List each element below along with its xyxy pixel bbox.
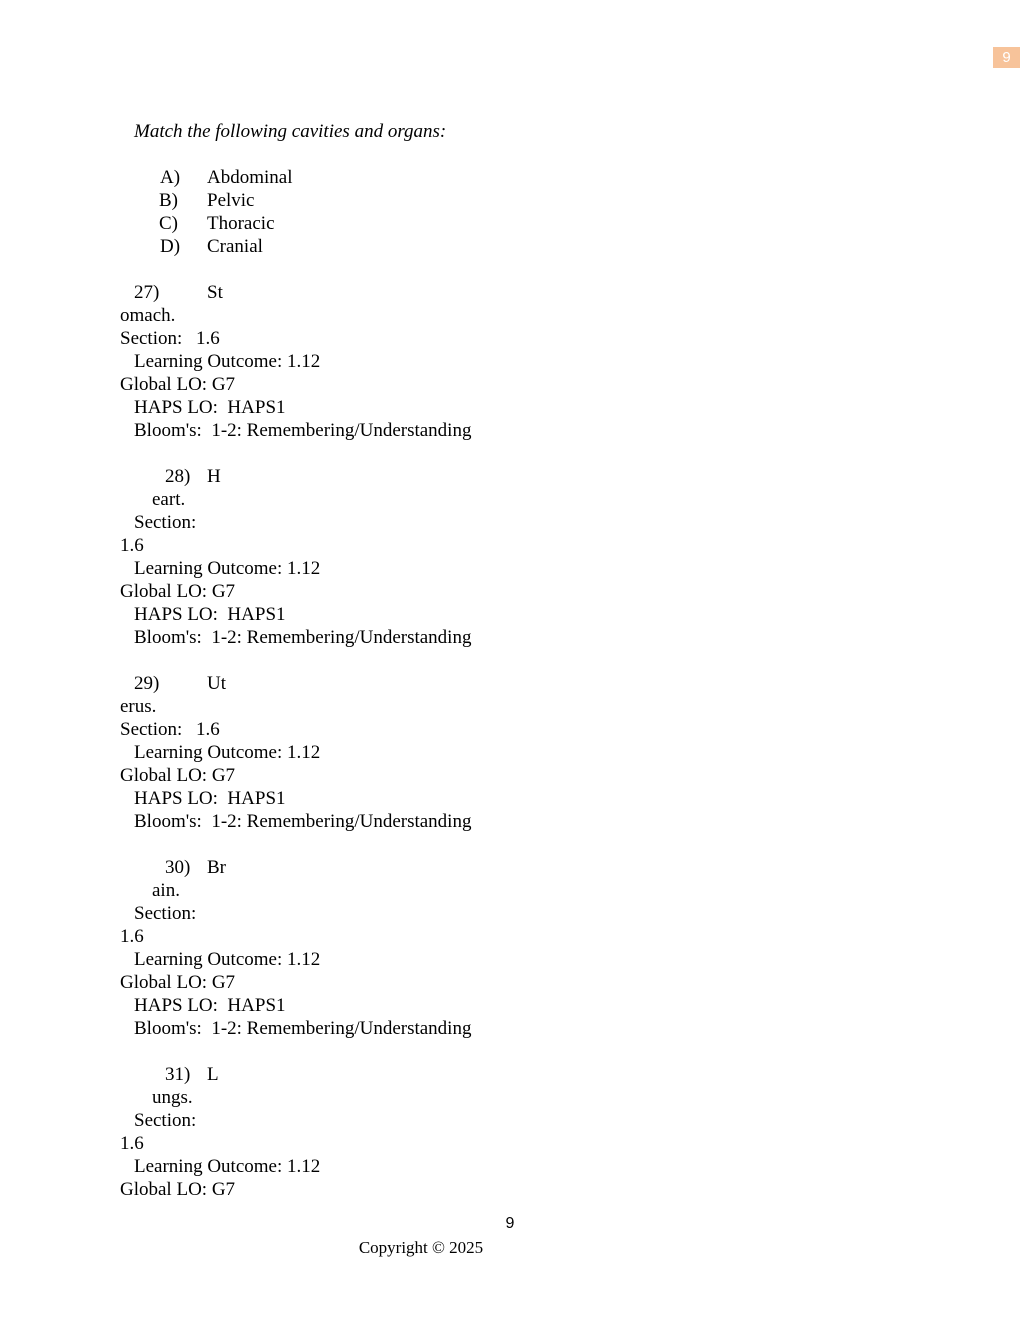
section-value: 1.6 — [120, 1133, 144, 1154]
learning-outcome: Learning Outcome: 1.12 — [134, 558, 321, 579]
option-letter: B) — [159, 190, 178, 211]
learning-outcome: Learning Outcome: 1.12 — [134, 351, 321, 372]
option-letter: D) — [160, 236, 181, 257]
instruction-text: Match the following cavities and organs: — [134, 121, 447, 142]
copyright-notice: Copyright © 2025 — [358, 1238, 484, 1257]
haps-lo: HAPS LO: HAPS1 — [134, 788, 286, 809]
question-word-start: H — [207, 466, 221, 487]
question-word-rest: ain. — [152, 880, 180, 901]
learning-outcome: Learning Outcome: 1.12 — [134, 742, 321, 763]
haps-lo: HAPS LO: HAPS1 — [134, 604, 286, 625]
global-lo: Global LO: G7 — [120, 1179, 236, 1200]
question-number: 29) — [134, 673, 160, 694]
global-lo: Global LO: G7 — [120, 581, 236, 602]
blooms-level: Bloom's: 1-2: Remembering/Understanding — [134, 811, 472, 832]
haps-lo: HAPS LO: HAPS1 — [134, 397, 286, 418]
question-word-start: Ut — [207, 673, 226, 694]
question-word-start: Br — [207, 857, 226, 878]
section-value: 1.6 — [120, 535, 144, 556]
option-text: Thoracic — [207, 213, 275, 234]
question-word-start: St — [207, 282, 223, 303]
global-lo: Global LO: G7 — [120, 765, 236, 786]
question-number: 28) — [165, 466, 191, 487]
option-letter: A) — [160, 167, 181, 188]
blooms-level: Bloom's: 1-2: Remembering/Understanding — [134, 627, 472, 648]
question-word-rest: eart. — [152, 489, 186, 510]
section-value: 1.6 — [120, 926, 144, 947]
blooms-level: Bloom's: 1-2: Remembering/Understanding — [134, 420, 472, 441]
question-word-start: L — [207, 1064, 219, 1085]
section-value: 1.6 — [196, 328, 220, 349]
page-number: 9 — [505, 1215, 515, 1232]
section-value: 1.6 — [196, 719, 220, 740]
question-word-rest: ungs. — [152, 1087, 193, 1108]
learning-outcome: Learning Outcome: 1.12 — [134, 949, 321, 970]
section-label: Section: — [120, 719, 183, 740]
haps-lo: HAPS LO: HAPS1 — [134, 995, 286, 1016]
option-letter: C) — [159, 213, 178, 234]
question-number: 30) — [165, 857, 191, 878]
question-number: 31) — [165, 1064, 191, 1085]
option-text: Pelvic — [207, 190, 255, 211]
page-badge: 9 — [993, 47, 1020, 68]
question-word-rest: omach. — [120, 305, 176, 326]
question-number: 27) — [134, 282, 160, 303]
section-label: Section: — [120, 328, 183, 349]
section-label: Section: — [134, 512, 197, 533]
option-text: Abdominal — [207, 167, 293, 188]
global-lo: Global LO: G7 — [120, 972, 236, 993]
section-label: Section: — [134, 1110, 197, 1131]
blooms-level: Bloom's: 1-2: Remembering/Understanding — [134, 1018, 472, 1039]
option-text: Cranial — [207, 236, 263, 257]
section-label: Section: — [134, 903, 197, 924]
learning-outcome: Learning Outcome: 1.12 — [134, 1156, 321, 1177]
global-lo: Global LO: G7 — [120, 374, 236, 395]
question-word-rest: erus. — [120, 696, 157, 717]
